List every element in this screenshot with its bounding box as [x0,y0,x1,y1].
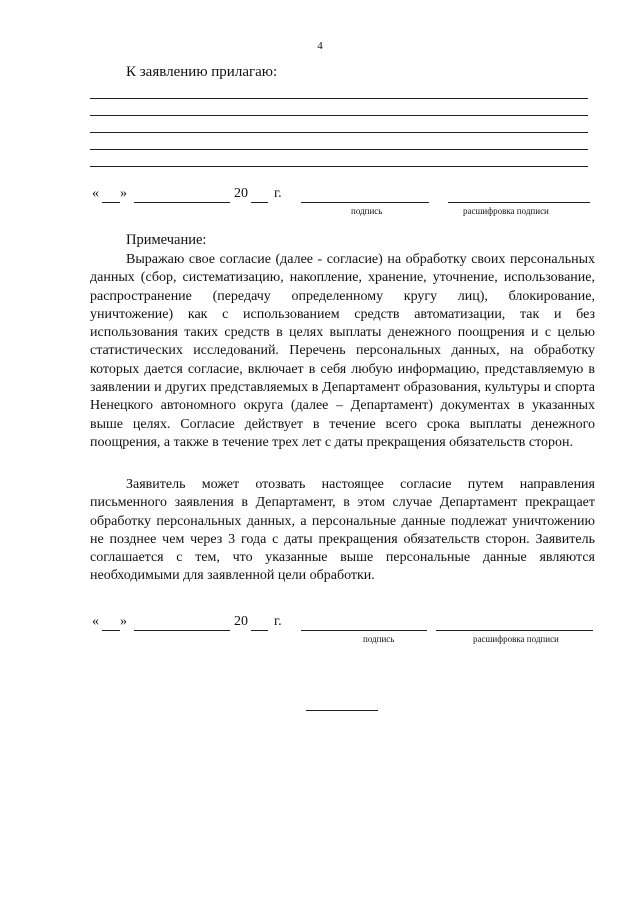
decoding-field[interactable] [436,630,593,631]
year-suffix: г. [274,614,282,629]
year-suffix: г. [274,186,282,201]
decoding-caption: расшифровка подписи [463,206,549,216]
decoding-caption: расшифровка подписи [473,634,559,644]
consent-paragraph: Выражаю свое согласие (далее - согласие) на обработку своих персональных данных (сбор, систематизацию, накопление, хранение, уточнение, использование, распространение (передачу определенному кругу лиц), блокирование, уничтожение) как с использованием средств автоматизации, так и без использования таких средств в целях выплаты денежного поощрения и с целью статистических исследований. Перечень персональных данных, на обработку которых дается согласие, включает в себя любую информацию, представляемую в заявлении и других представляемых в Департамент образования, культуры и спорта Ненецкого автономного округа (далее – Департамент) документах в указанных выше целях. Согласие действует в течение всего срока выплаты денежного поощрения, а также в течение трех лет с даты прекращения обязательств сторон. [90,252,595,450]
decoding-field[interactable] [448,202,590,203]
year-prefix: 20 [234,186,248,201]
page-number: 4 [317,40,323,52]
attachment-title: К заявлению прилагаю: [126,64,278,80]
attachment-line[interactable] [90,132,588,133]
attachment-line[interactable] [90,166,588,167]
day-field[interactable] [102,630,120,631]
date-close-quote: » [120,614,127,629]
date-close-quote: » [120,186,127,201]
attachment-line[interactable] [90,149,588,150]
day-field[interactable] [102,202,120,203]
signature-field[interactable] [301,630,427,631]
month-field[interactable] [134,202,230,203]
attachment-line[interactable] [90,115,588,116]
signature-caption: подпись [363,634,395,644]
end-separator [306,710,378,711]
year-field[interactable] [251,202,268,203]
attachment-line[interactable] [90,98,588,99]
date-open-quote: « [92,186,99,201]
month-field[interactable] [134,630,230,631]
signature-caption: подпись [351,206,383,216]
date-open-quote: « [92,614,99,629]
withdrawal-paragraph: Заявитель может отозвать настоящее согласие путем направления письменного заявления в Департамент, в этом случае Департамент прекращает обработку персональных данных, а персональные данные подлежат уничтожению не позднее чем через 3 года с даты прекращения обязательств сторон. Заявитель соглашается с тем, что указанные выше персональные данные являются необходимыми для заявленной цели обработки. [90,477,595,584]
year-field[interactable] [251,630,268,631]
signature-field[interactable] [301,202,429,203]
note-title: Примечание: [126,232,207,248]
year-prefix: 20 [234,614,248,629]
